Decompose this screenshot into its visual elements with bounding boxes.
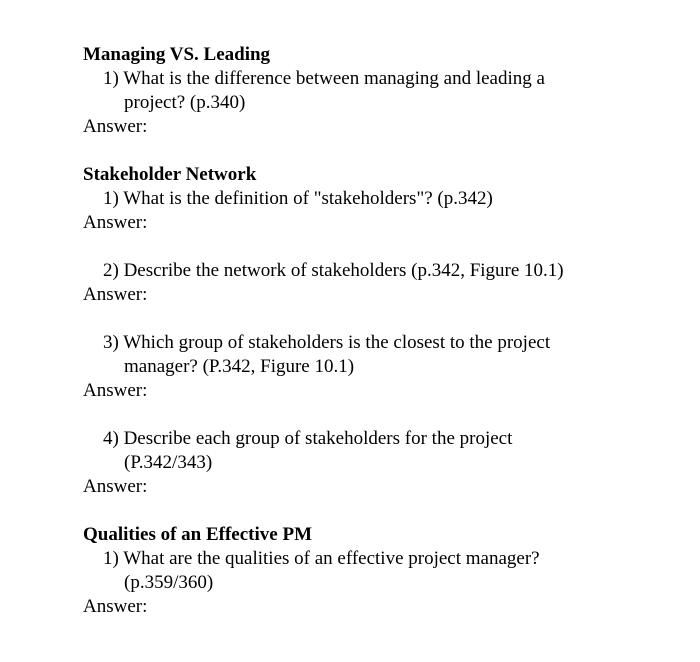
spacer [83, 403, 643, 427]
section-heading: Managing VS. Leading [83, 44, 271, 65]
section-heading: Qualities of an Effective PM [83, 524, 313, 545]
answer-label: Answer: [83, 380, 148, 401]
question-text: 1) What is the definition of "stakeholders"? (p.342) [103, 188, 493, 209]
section-managing-vs-leading [83, 43, 643, 139]
section-stakeholder-network [83, 163, 643, 499]
answer-label: Answer: [83, 476, 148, 497]
spacer [83, 235, 643, 259]
spacer [83, 307, 643, 331]
question-text: 3) Which group of stakeholders is the closest to the project manager? (P.342, Figure 10.1) [103, 332, 551, 377]
question-text: 1) What is the difference between managing and leading a project? (p.340) [103, 68, 545, 113]
answer-label: Answer: [83, 596, 148, 617]
answer-label: Answer: [83, 116, 148, 137]
question-text: 1) What are the qualities of an effective project manager? (p.359/360) [103, 548, 540, 593]
question-text: 2) Describe the network of stakeholders (p.342, Figure 10.1) [103, 260, 564, 281]
section-qualities-effective-pm [83, 523, 643, 619]
section-heading: Stakeholder Network [83, 164, 257, 185]
answer-label: Answer: [83, 284, 148, 305]
question-text: 4) Describe each group of stakeholders for the project (P.342/343) [103, 428, 513, 473]
answer-label: Answer: [83, 212, 148, 233]
